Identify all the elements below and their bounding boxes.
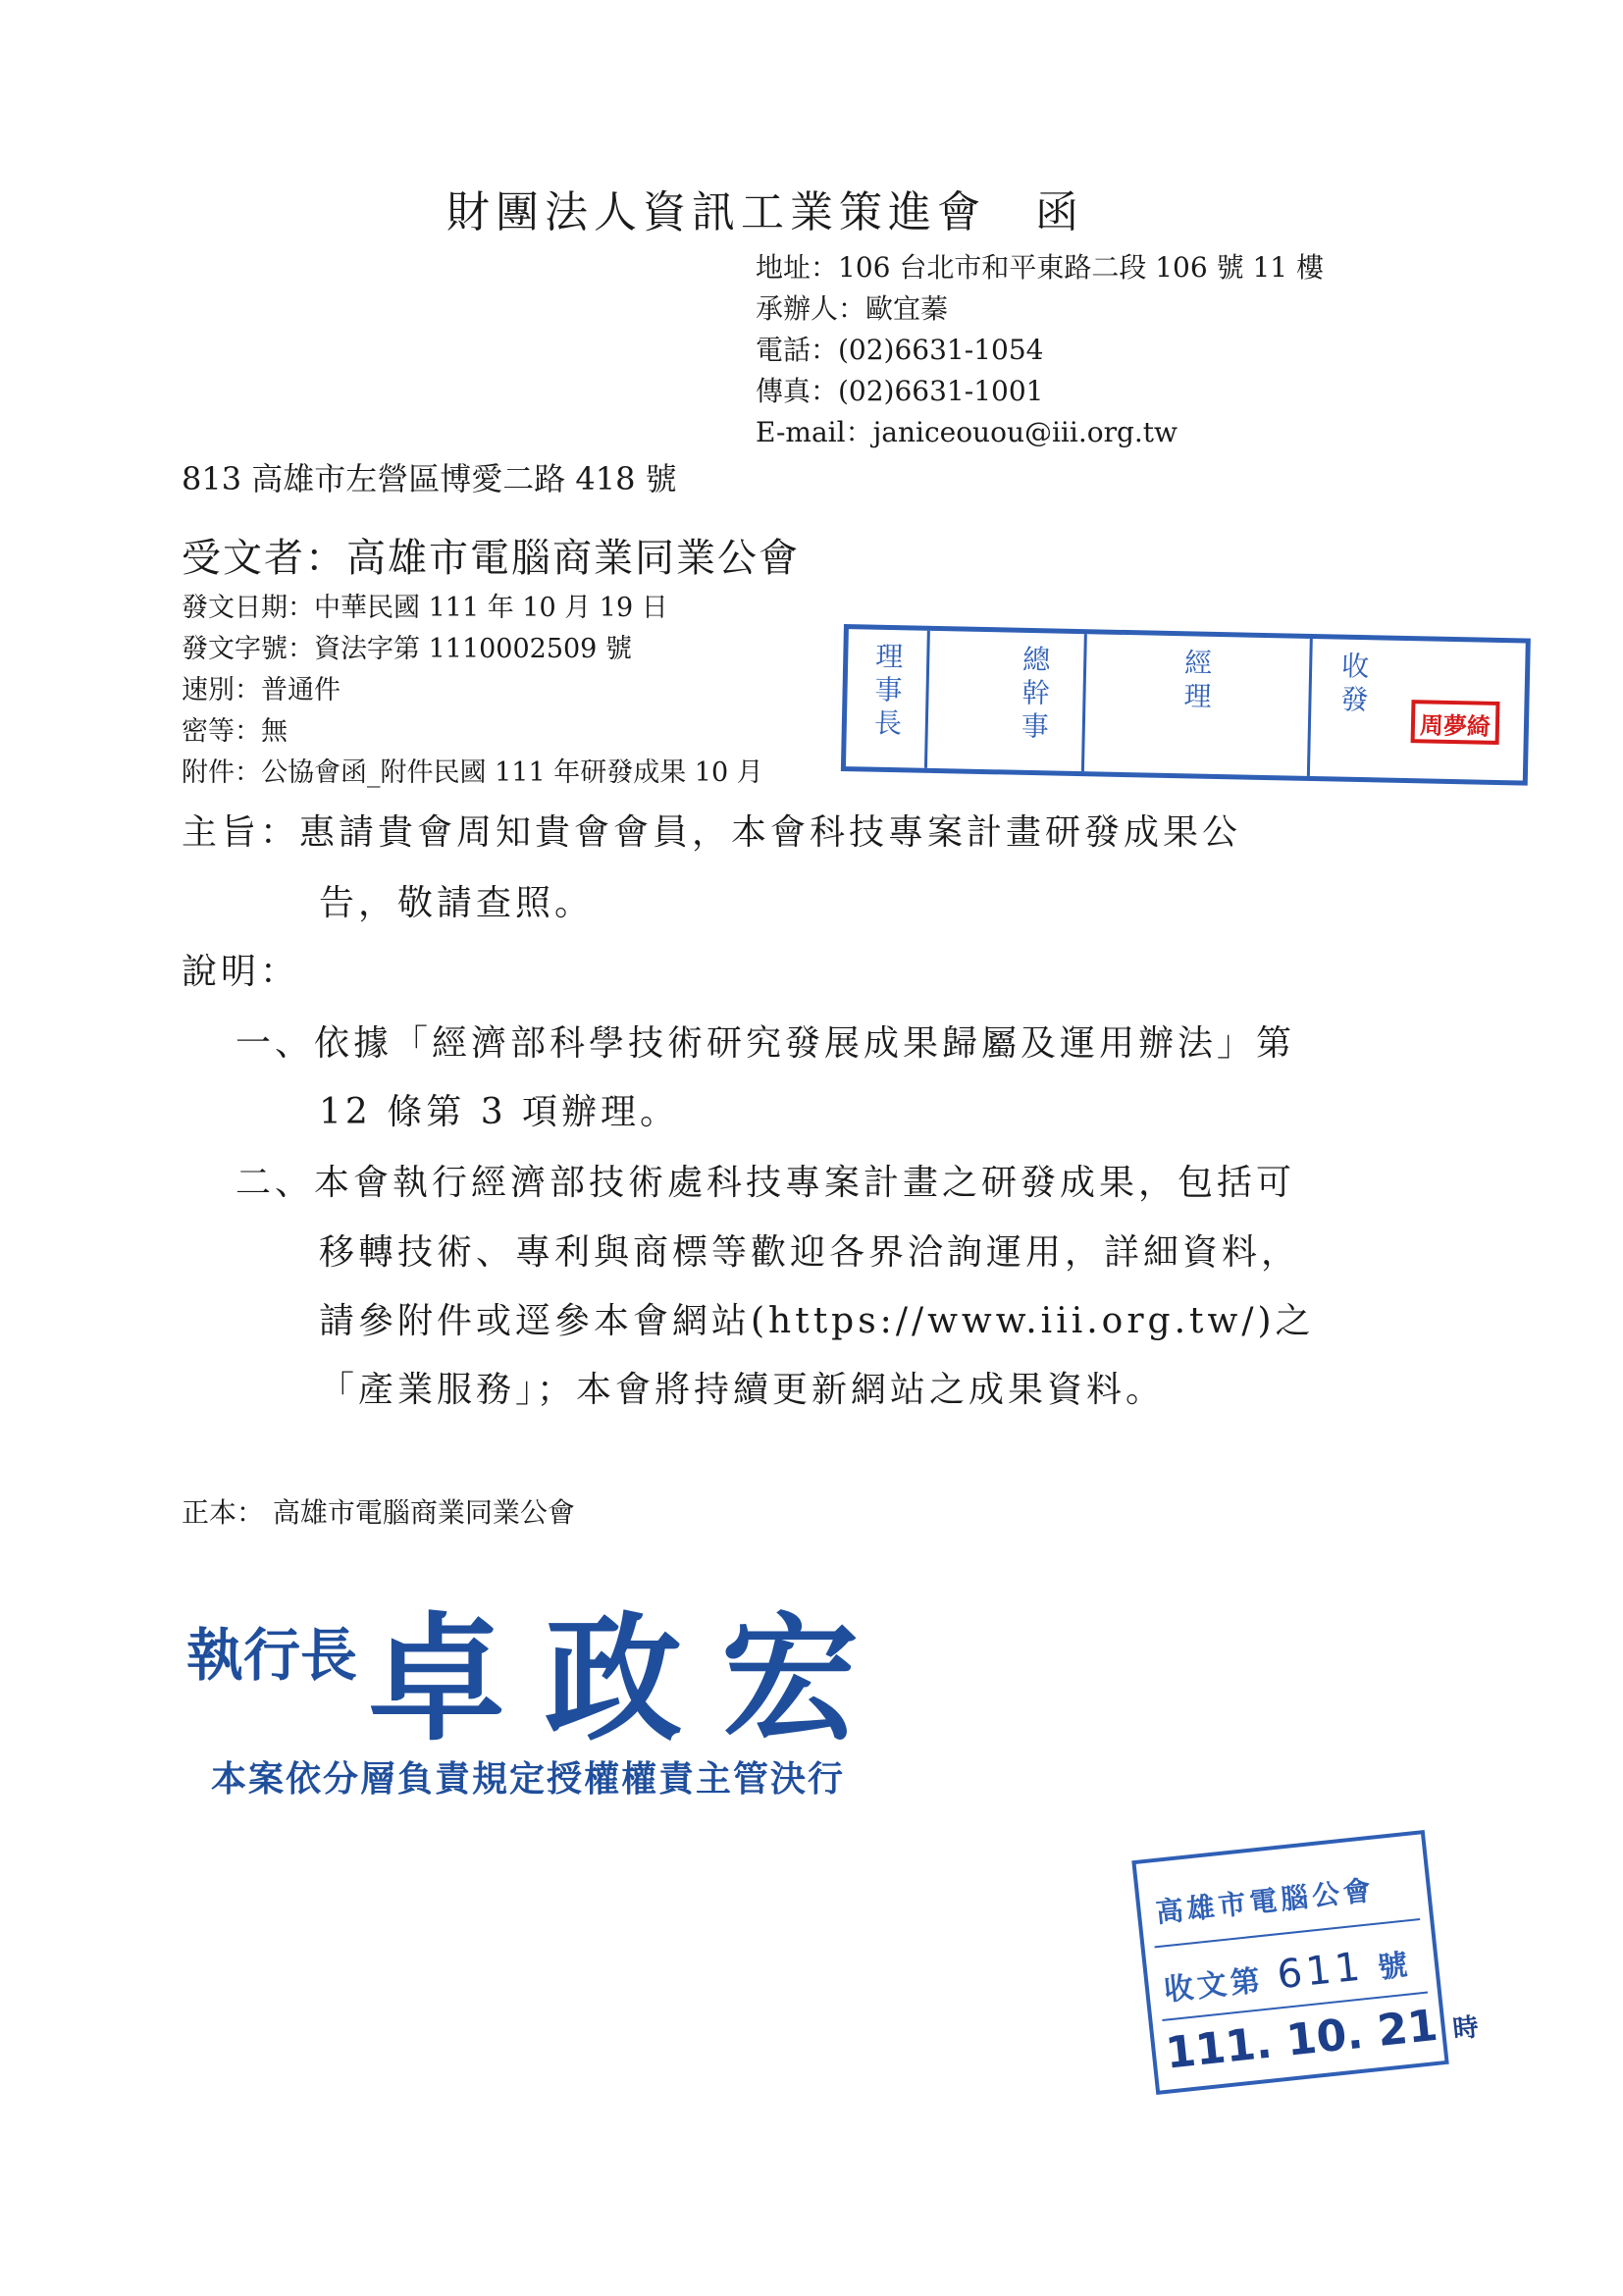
issue-date: 發文日期：中華民國 111 年 10 月 19 日	[182, 593, 668, 623]
subject-line-1: 主旨：惠請貴會周知貴會會員，本會科技專案計畫研發成果公	[182, 812, 1242, 853]
document-number: 發文字號：資法字第 1110002509 號	[182, 634, 632, 664]
item1-line1: 一、依據「經濟部科學技術研究發展成果歸屬及運用辦法」第	[236, 1023, 1296, 1064]
explanation-label: 說明：	[182, 952, 300, 992]
receipt-time-label: 時	[1451, 2012, 1481, 2045]
routing-stamp	[841, 624, 1531, 786]
receipt-number: 611	[1275, 1944, 1367, 1999]
phone: 電話：(02)6631-1054	[756, 334, 1044, 366]
signature-name: 卓政宏	[368, 1600, 899, 1760]
receipt-number-row	[1162, 1939, 1414, 2009]
handler: 承辦人：歐宜蓁	[756, 292, 949, 325]
authorization-note: 本案依分層負責規定授權權責主管決行	[211, 1759, 846, 1800]
receipt-date-row	[1163, 1997, 1480, 2079]
receipt-label-right: 號	[1376, 1948, 1414, 1986]
subject-line-2: 告，敬請查照。	[319, 883, 595, 923]
secrecy: 密等：無	[182, 716, 288, 747]
routing-cell-secretary-general: 總幹事	[1017, 644, 1052, 746]
carbon-copy: 正本： 高雄市電腦商業同業公會	[182, 1496, 575, 1529]
signature-title: 執行長	[186, 1622, 358, 1689]
fax: 傳真：(02)6631-1001	[756, 375, 1044, 407]
attachment: 附件：公協會函_附件民國 111 年研發成果 10 月	[182, 757, 763, 788]
receipt-label-left: 收文第	[1162, 1963, 1266, 2009]
item2-line4: 「產業服務」；本會將持續更新網站之成果資料。	[319, 1370, 1166, 1410]
email: E-mail：janiceouou@iii.org.tw	[756, 416, 1178, 448]
routing-cell-chairman: 理事長	[869, 641, 905, 743]
mailing-address: 813 高雄市左營區博愛二路 418 號	[182, 460, 677, 497]
receipt-date: 111. 10. 21	[1163, 2000, 1440, 2079]
document-title: 財團法人資訊工業策進會 函	[446, 187, 1084, 237]
routing-cell-manager: 經理	[1179, 648, 1214, 715]
recipient: 受文者：高雄市電腦商業同業公會	[182, 536, 800, 581]
sender-address: 地址：106 台北市和平東路二段 106 號 11 樓	[756, 251, 1325, 284]
speed: 速別：普通件	[182, 675, 340, 705]
personal-seal: 周夢綺	[1411, 700, 1500, 745]
receipt-stamp	[1131, 1830, 1481, 2095]
item2-line3: 請參附件或逕參本會網站(https://www.iii.org.tw/)之	[319, 1301, 1315, 1341]
item2-line1: 二、本會執行經濟部技術處科技專案計畫之研發成果，包括可	[236, 1163, 1296, 1203]
receipt-org: 高雄市電腦公會	[1154, 1873, 1377, 1929]
item1-line2: 12 條第 3 項辦理。	[319, 1092, 680, 1132]
item2-line2: 移轉技術、專利與商標等歡迎各界洽詢運用，詳細資料，	[319, 1232, 1301, 1273]
routing-cell-receiving: 收發	[1336, 651, 1371, 719]
